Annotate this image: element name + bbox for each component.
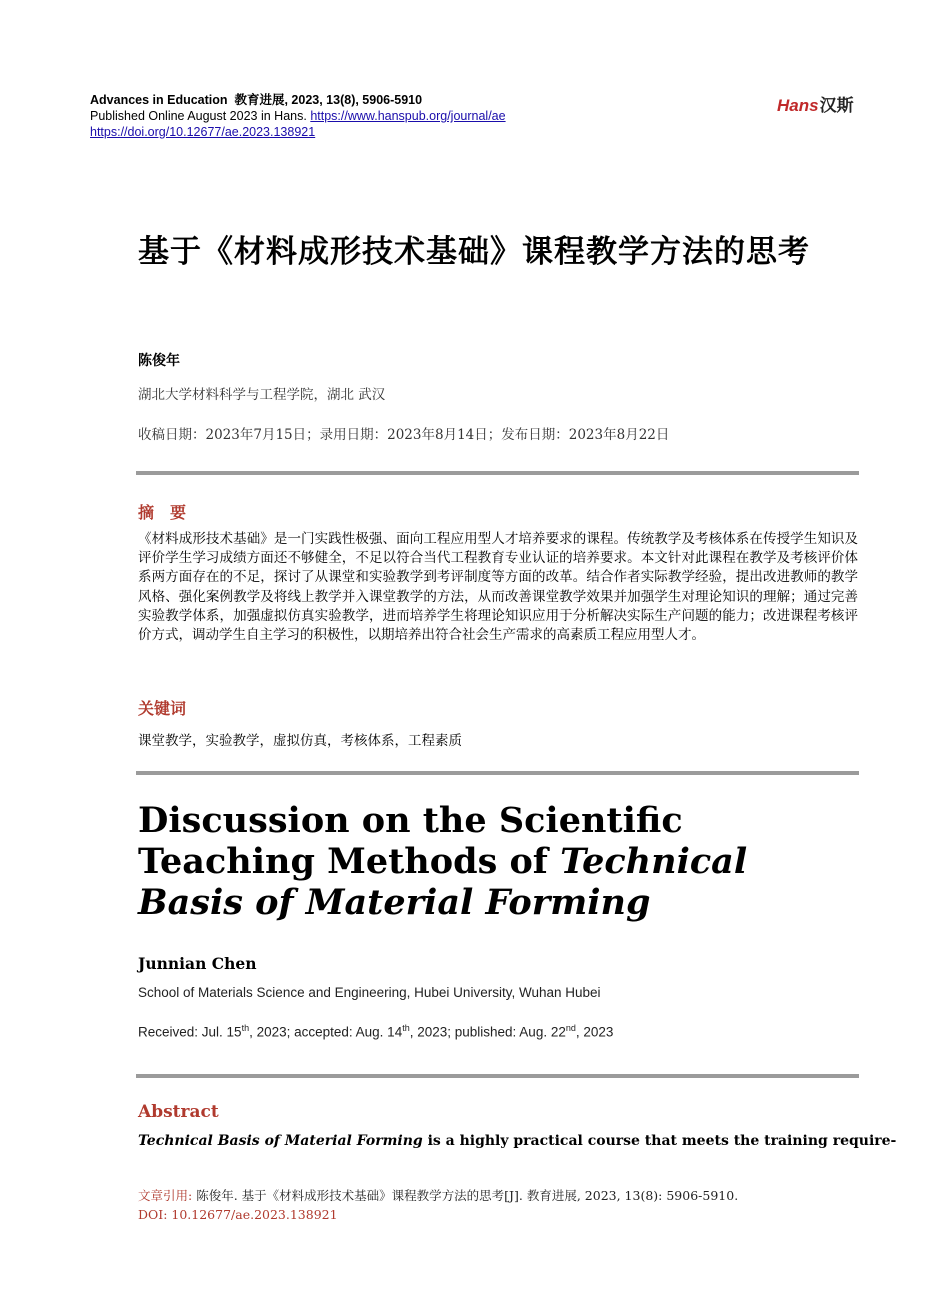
doi-url-link[interactable]: https://doi.org/10.12677/ae.2023.138921 (90, 125, 316, 139)
en-title-plain: Discussion on the Scientific Teaching Methods of (138, 800, 683, 882)
en-affiliation: School of Materials Science and Engineering, Hubei University, Wuhan Hubei (138, 985, 601, 1000)
logo-brand: Hans (777, 96, 819, 115)
published-sup: nd (565, 1023, 576, 1033)
journal-name: Advances in Education (90, 93, 228, 107)
year-tail: , 2023 (575, 1024, 614, 1040)
published-label: , 2023; published: Aug. 22 (409, 1024, 566, 1040)
citation-doi: DOI: 10.12677/ae.2023.138921 (138, 1207, 338, 1222)
cn-keywords-heading: 关键词 (138, 699, 187, 718)
received-sup: th (241, 1023, 250, 1033)
divider-rule (136, 771, 859, 775)
published-line: Published Online August 2023 in Hans. (90, 109, 307, 123)
en-title-italic: Technical Basis of Material Forming (138, 841, 748, 923)
logo-brand-cn: 汉斯 (819, 96, 854, 115)
cn-abstract-text: 《材料成形技术基础》是一门实践性极强、面向工程应用型人才培养要求的课程。传统教学及考核体系在传授学生知识及评价学生学习成绩方面还不够健全，不足以符合当代工程教育专业认证的培养要求。本文针对此课程在教学及考核评价体系两方面存在的不足，探讨了从课堂和实验教学到考评制度等方面的改革。结合作者实际教学经验，提出改进教师的教学风格、强化案例教学及将线上教学并入课堂教学的方法，从而改善课堂教学效果并加强学生对理论知识的理解；通过完善实验教学体系，加强虚拟仿真实验教学，进而培养学生将理论知识应用于分析解决实际生产问题的能力；改进课程考核评价方式，调动学生自主学习的积极性，以期培养出符合社会生产需求的高素质工程应用型人才。 (138, 531, 858, 644)
citation-label: 文章引用: (138, 1188, 193, 1203)
en-author: Junnian Chen (138, 954, 257, 973)
cn-dates: 收稿日期：2023年7月15日；录用日期：2023年8月14日；发布日期：2023年8月22日 (138, 427, 670, 443)
cn-keywords-text: 课堂教学，实验教学，虚拟仿真，考核体系，工程素质 (138, 733, 462, 749)
received-label: Received: Jul. 15 (138, 1024, 242, 1040)
hans-logo (777, 91, 854, 116)
en-abstract-text (138, 1133, 897, 1149)
divider-rule (136, 1074, 859, 1078)
accepted-label: , 2023; accepted: Aug. 14 (249, 1024, 403, 1040)
cn-abstract-heading: 摘 要 (138, 503, 187, 522)
journal-url-link[interactable]: https://www.hanspub.org/journal/ae (310, 109, 506, 123)
accepted-sup: th (402, 1023, 410, 1033)
en-abstract-italic: Technical Basis of Material Forming (138, 1133, 423, 1149)
cn-affiliation: 湖北大学材料科学与工程学院，湖北 武汉 (138, 387, 386, 403)
en-abstract-body: is a highly practical course that meets the training require- (422, 1133, 897, 1149)
journal-cn-info: 教育进展, 2023, 13(8), 5906-5910 (234, 93, 423, 107)
en-title (138, 800, 858, 923)
cn-title: 基于《材料成形技术基础》课程教学方法的思考 (138, 234, 810, 270)
en-dates (138, 1023, 613, 1040)
divider-rule (136, 471, 859, 475)
journal-header (90, 92, 506, 140)
cn-author: 陈俊年 (138, 353, 180, 369)
citation-block (138, 1186, 738, 1224)
en-abstract-heading: Abstract (138, 1102, 219, 1122)
citation-text: 陈俊年. 基于《材料成形技术基础》课程教学方法的思考[J]. 教育进展, 2023, 13(8): 5906-5910. (192, 1188, 739, 1203)
